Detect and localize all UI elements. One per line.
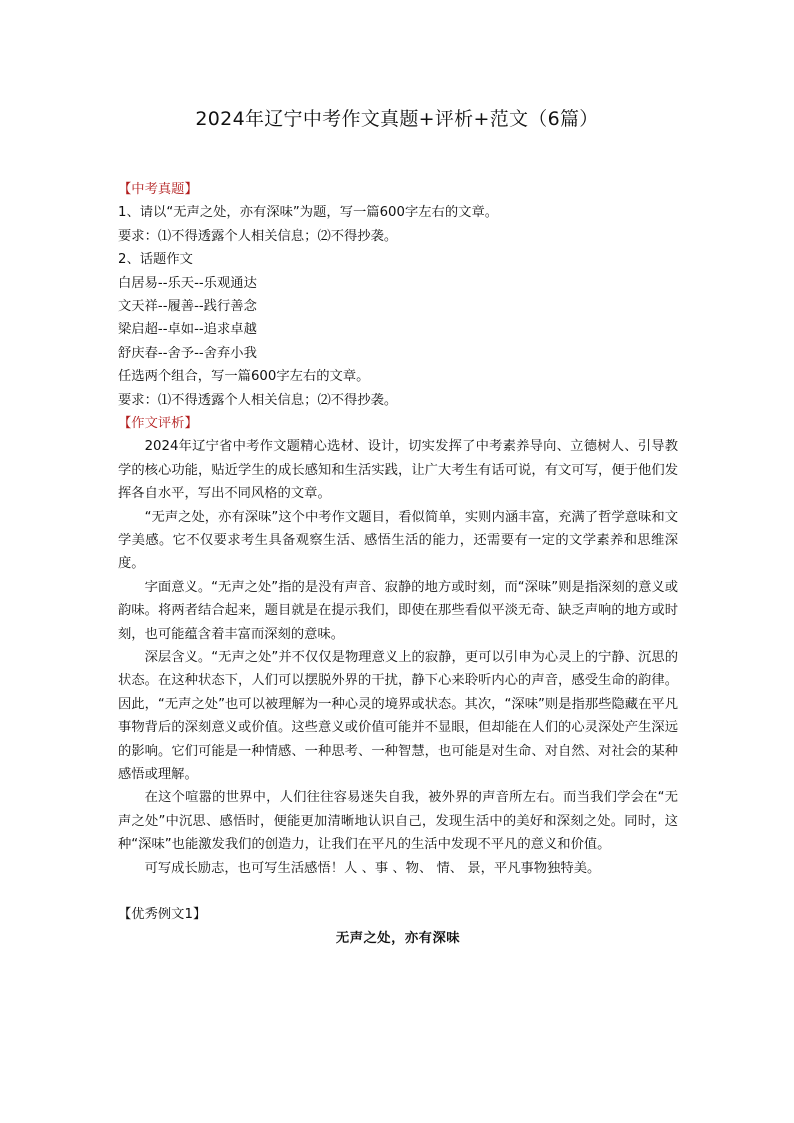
topic-item: 文天祥--履善--践行善念 [118, 298, 257, 314]
question-2-instruction: 任选两个组合，写一篇600字左右的文章。 [118, 369, 370, 385]
question-2-requirement: 要求：⑴不得透露个人相关信息；⑵不得抄袭。 [118, 392, 398, 408]
document-body [118, 178, 678, 950]
topic-item: 梁启超--卓如--追求卓越 [118, 322, 257, 338]
blank-line [118, 880, 678, 903]
question-1: 1、请以“无声之处，亦有深味”为题，写一篇600字左右的文章。 [118, 205, 499, 221]
analysis-paragraph: 字面意义。“无声之处”指的是没有声音、寂静的地方或时刻，而“深味”则是指深刻的意义或韵味。将两者结合起来，题目就是在提示我们，即使在那些看似平淡无奇、缺乏声响的地方或时刻，也可能蕴含着丰富而深刻的意味。 [118, 579, 678, 642]
document-title: 2024年辽宁中考作文真题+评析+范文（6篇） [195, 108, 599, 130]
topic-item: 白居易--乐天--乐观通达 [118, 275, 257, 291]
section-heading-example: 【优秀例文1】 [118, 907, 207, 923]
analysis-paragraph: 可写成长励志，也可写生活感悟！人 、事 、物、 情、 景，平凡事物独特美。 [144, 860, 601, 876]
question-1-requirement: 要求：⑴不得透露个人相关信息；⑵不得抄袭。 [118, 228, 398, 244]
analysis-paragraph: 在这个喧嚣的世界中，人们往往容易迷失自我，被外界的声音所左右。而当我们学会在“无声之处”中沉思、感悟时，便能更加清晰地认识自己，发现生活中的美好和深刻之处。同时，这种“深味”也能激发我们的创造力，让我们在平凡的生活中发现不平凡的意义和价值。 [118, 790, 678, 853]
analysis-paragraph: 深层含义。“无声之处”并不仅仅是物理意义上的寂静，更可以引申为心灵上的宁静、沉思的状态。在这种状态下，人们可以摆脱外界的干扰，静下心来聆听内心的声音，感受生命的韵律。因此，“无声之处”也可以被理解为一种心灵的境界或状态。其次，“深味”则是指那些隐藏在平凡事物背后的深刻意义或价值。这些意义或价值可能并不显眼，但却能在人们的心灵深处产生深远的影响。它们可能是一种情感、一种思考、一种智慧，也可能是对生命、对自然、对社会的某种感悟或理解。 [118, 649, 678, 782]
analysis-paragraph: “无声之处，亦有深味”这个中考作文题目，看似简单，实则内涵丰富，充满了哲学意味和文学美感。它不仅要求考生具备观察生活、感悟生活的能力，还需要有一定的文学素养和思维深度。 [118, 509, 678, 572]
section-heading-real-exam: 【中考真题】 [118, 182, 198, 197]
topic-item: 舒庆春--舍予--舍弃小我 [118, 345, 257, 361]
section-heading-analysis: 【作文评析】 [118, 415, 198, 431]
question-2: 2、话题作文 [118, 252, 193, 268]
analysis-paragraph: 2024年辽宁省中考作文题精心选材、设计，切实发挥了中考素养导向、立德树人、引导教学的核心功能，贴近学生的成长感知和生活实践，让广大考生有话可说，有文可写，便于他们发挥各自水平，写出不同风格的文章。 [118, 439, 678, 502]
example-essay-title: 无声之处，亦有深味 [335, 930, 461, 946]
